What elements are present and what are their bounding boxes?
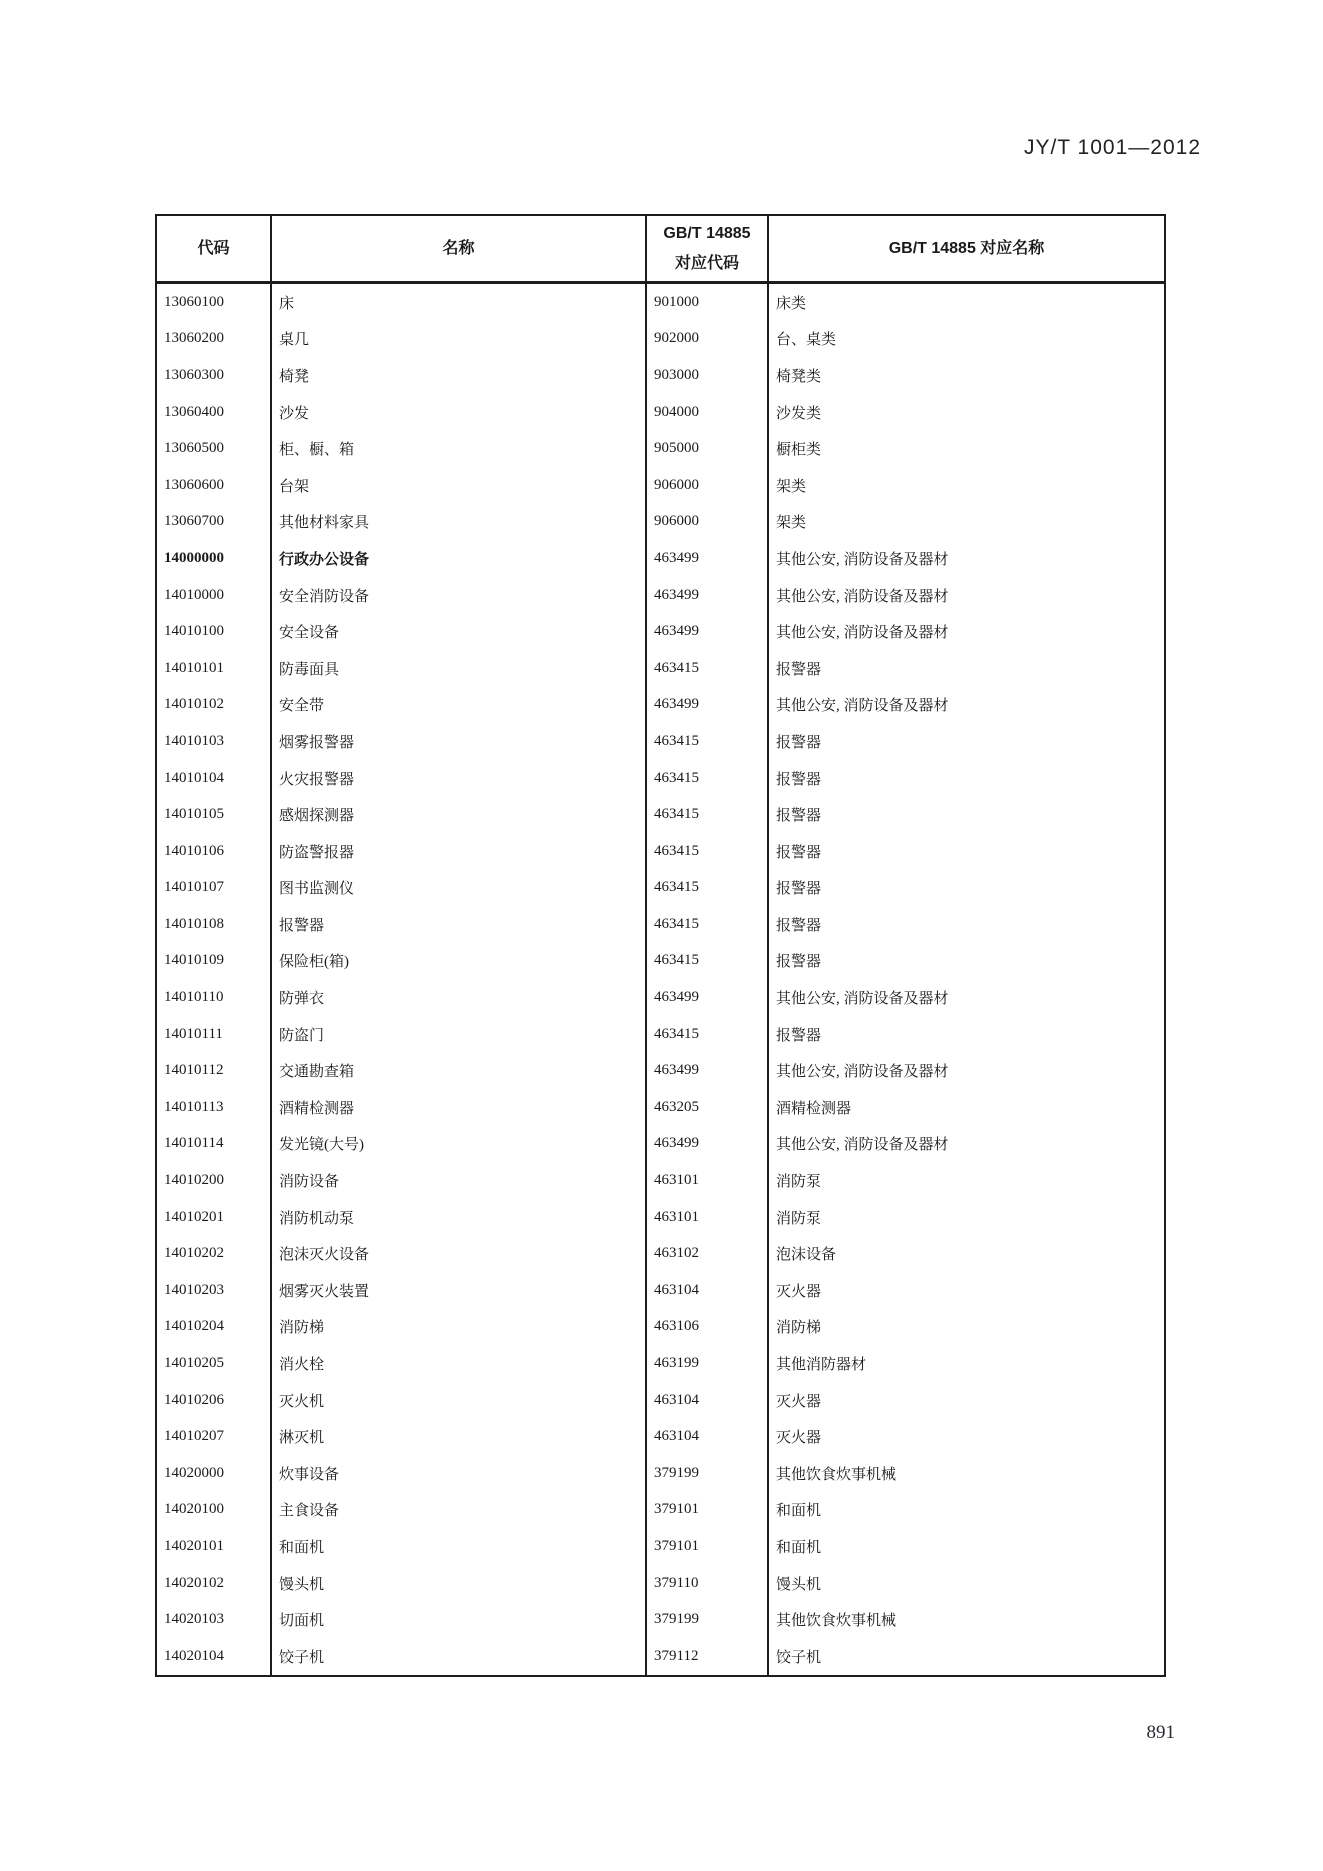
gbt-code-cell: 463415 — [646, 650, 768, 687]
code-cell: 14010103 — [156, 723, 271, 760]
name-cell: 主食设备 — [271, 1492, 646, 1529]
gbt-code-cell: 901000 — [646, 283, 768, 321]
code-cell: 14010102 — [156, 687, 271, 724]
gbt-name-cell: 酒精检测器 — [768, 1089, 1165, 1126]
gbt-name-cell: 橱柜类 — [768, 430, 1165, 467]
table-row — [156, 723, 1165, 760]
table-row — [156, 1382, 1165, 1419]
gbt-code-cell: 463106 — [646, 1309, 768, 1346]
name-cell: 安全消防设备 — [271, 577, 646, 614]
code-cell: 13060400 — [156, 394, 271, 431]
gbt-name-cell: 其他饮食炊事机械 — [768, 1601, 1165, 1638]
table-body — [156, 283, 1165, 1676]
table-row — [156, 979, 1165, 1016]
table-row — [156, 870, 1165, 907]
gbt-name-cell: 其他公安, 消防设备及器材 — [768, 613, 1165, 650]
table-header-row — [156, 215, 1165, 283]
table-row — [156, 467, 1165, 504]
code-cell: 14010000 — [156, 577, 271, 614]
gbt-code-cell: 463104 — [646, 1418, 768, 1455]
code-cell: 14010112 — [156, 1052, 271, 1089]
gbt-code-cell: 379101 — [646, 1528, 768, 1565]
table-row — [156, 1089, 1165, 1126]
table-row — [156, 1309, 1165, 1346]
gbt-code-cell: 463499 — [646, 613, 768, 650]
gbt-code-cell: 463499 — [646, 1052, 768, 1089]
name-cell: 火灾报警器 — [271, 760, 646, 797]
code-mapping-table — [155, 214, 1166, 1677]
table-row — [156, 1052, 1165, 1089]
name-cell: 床 — [271, 283, 646, 321]
table-row — [156, 1016, 1165, 1053]
code-cell: 14020101 — [156, 1528, 271, 1565]
table-row — [156, 833, 1165, 870]
table-row — [156, 577, 1165, 614]
gbt-code-cell: 463415 — [646, 760, 768, 797]
name-cell: 台架 — [271, 467, 646, 504]
name-cell: 饺子机 — [271, 1638, 646, 1676]
gbt-code-cell: 903000 — [646, 357, 768, 394]
code-cell: 14010204 — [156, 1309, 271, 1346]
table-row — [156, 1601, 1165, 1638]
name-cell: 图书监测仪 — [271, 870, 646, 907]
gbt-name-cell: 其他公安, 消防设备及器材 — [768, 979, 1165, 1016]
code-cell: 13060300 — [156, 357, 271, 394]
gbt-name-cell: 床类 — [768, 283, 1165, 321]
name-cell: 安全带 — [271, 687, 646, 724]
gbt-code-cell: 906000 — [646, 504, 768, 541]
name-cell: 消防机动泵 — [271, 1199, 646, 1236]
table-row — [156, 650, 1165, 687]
column-header-name: 名称 — [271, 215, 646, 283]
gbt-name-cell: 其他饮食炊事机械 — [768, 1455, 1165, 1492]
name-cell: 烟雾报警器 — [271, 723, 646, 760]
code-cell: 13060700 — [156, 504, 271, 541]
name-cell: 发光镜(大号) — [271, 1126, 646, 1163]
code-cell: 14020103 — [156, 1601, 271, 1638]
gbt-code-cell: 379110 — [646, 1565, 768, 1602]
gbt-name-cell: 灭火器 — [768, 1418, 1165, 1455]
gbt-name-cell: 灭火器 — [768, 1272, 1165, 1309]
name-cell: 行政办公设备 — [271, 540, 646, 577]
gbt-code-cell: 463415 — [646, 1016, 768, 1053]
gbt-name-cell: 饺子机 — [768, 1638, 1165, 1676]
table-row — [156, 796, 1165, 833]
gbt-name-cell: 灭火器 — [768, 1382, 1165, 1419]
gbt-code-cell: 379199 — [646, 1601, 768, 1638]
code-cell: 14010114 — [156, 1126, 271, 1163]
gbt-code-cell: 463499 — [646, 979, 768, 1016]
code-cell: 14010100 — [156, 613, 271, 650]
gbt-name-cell: 泡沫设备 — [768, 1235, 1165, 1272]
code-cell: 14010203 — [156, 1272, 271, 1309]
gbt-name-cell: 报警器 — [768, 870, 1165, 907]
name-cell: 消防梯 — [271, 1309, 646, 1346]
gbt-name-cell: 其他公安, 消防设备及器材 — [768, 1126, 1165, 1163]
name-cell: 馒头机 — [271, 1565, 646, 1602]
gbt-code-cell: 463415 — [646, 870, 768, 907]
gbt-code-cell: 463499 — [646, 1126, 768, 1163]
table-row — [156, 430, 1165, 467]
table-row — [156, 687, 1165, 724]
gbt-name-cell: 架类 — [768, 467, 1165, 504]
name-cell: 柜、橱、箱 — [271, 430, 646, 467]
gbt-code-cell: 463499 — [646, 577, 768, 614]
code-cell: 14010104 — [156, 760, 271, 797]
table-row — [156, 760, 1165, 797]
gbt-code-cell: 463415 — [646, 833, 768, 870]
gbt-code-cell: 463415 — [646, 796, 768, 833]
gbt-code-cell: 379101 — [646, 1492, 768, 1529]
name-cell: 炊事设备 — [271, 1455, 646, 1492]
code-cell: 14010106 — [156, 833, 271, 870]
gbt-name-cell: 报警器 — [768, 760, 1165, 797]
code-cell: 14010201 — [156, 1199, 271, 1236]
code-cell: 14010113 — [156, 1089, 271, 1126]
gbt-name-cell: 报警器 — [768, 650, 1165, 687]
gbt-name-cell: 沙发类 — [768, 394, 1165, 431]
name-cell: 淋灭机 — [271, 1418, 646, 1455]
gbt-name-cell: 台、桌类 — [768, 321, 1165, 358]
code-cell: 13060600 — [156, 467, 271, 504]
code-cell: 14020000 — [156, 1455, 271, 1492]
column-header-gbt-code-line2: 对应代码 — [674, 254, 739, 272]
gbt-name-cell: 其他公安, 消防设备及器材 — [768, 1052, 1165, 1089]
name-cell: 保险柜(箱) — [271, 943, 646, 980]
document-standard-code: JY/T 1001—2012 — [1023, 136, 1201, 159]
name-cell: 防毒面具 — [271, 650, 646, 687]
gbt-code-cell: 463104 — [646, 1272, 768, 1309]
gbt-code-cell: 463499 — [646, 540, 768, 577]
table-row — [156, 1235, 1165, 1272]
code-cell: 14010107 — [156, 870, 271, 907]
table-row — [156, 504, 1165, 541]
name-cell: 和面机 — [271, 1528, 646, 1565]
code-cell: 14010200 — [156, 1162, 271, 1199]
column-header-gbt-name: GB/T 14885 对应名称 — [768, 215, 1165, 283]
gbt-code-cell: 463205 — [646, 1089, 768, 1126]
table-row — [156, 321, 1165, 358]
table-row — [156, 1455, 1165, 1492]
code-cell: 14010105 — [156, 796, 271, 833]
name-cell: 防盗警报器 — [271, 833, 646, 870]
gbt-name-cell: 消防泵 — [768, 1199, 1165, 1236]
gbt-name-cell: 报警器 — [768, 943, 1165, 980]
gbt-name-cell: 馒头机 — [768, 1565, 1165, 1602]
name-cell: 感烟探测器 — [271, 796, 646, 833]
gbt-code-cell: 906000 — [646, 467, 768, 504]
gbt-code-cell: 463101 — [646, 1199, 768, 1236]
gbt-code-cell: 904000 — [646, 394, 768, 431]
code-cell: 14010109 — [156, 943, 271, 980]
name-cell: 椅凳 — [271, 357, 646, 394]
table-row — [156, 357, 1165, 394]
name-cell: 灭火机 — [271, 1382, 646, 1419]
gbt-code-cell: 902000 — [646, 321, 768, 358]
table-row — [156, 1199, 1165, 1236]
name-cell: 防弹衣 — [271, 979, 646, 1016]
gbt-name-cell: 架类 — [768, 504, 1165, 541]
name-cell: 泡沫灭火设备 — [271, 1235, 646, 1272]
code-cell: 14010207 — [156, 1418, 271, 1455]
gbt-code-cell: 463199 — [646, 1345, 768, 1382]
table-row — [156, 1162, 1165, 1199]
gbt-code-cell: 463415 — [646, 943, 768, 980]
gbt-name-cell: 报警器 — [768, 833, 1165, 870]
name-cell: 消火栓 — [271, 1345, 646, 1382]
table-row — [156, 394, 1165, 431]
column-header-gbt-code-line1: GB/T 14885 — [663, 224, 751, 242]
gbt-name-cell: 其他公安, 消防设备及器材 — [768, 577, 1165, 614]
gbt-code-cell: 379112 — [646, 1638, 768, 1676]
code-cell: 14010111 — [156, 1016, 271, 1053]
code-cell: 14020104 — [156, 1638, 271, 1676]
gbt-name-cell: 椅凳类 — [768, 357, 1165, 394]
gbt-code-cell: 905000 — [646, 430, 768, 467]
gbt-name-cell: 消防泵 — [768, 1162, 1165, 1199]
name-cell: 消防设备 — [271, 1162, 646, 1199]
gbt-name-cell: 报警器 — [768, 723, 1165, 760]
code-cell: 14020100 — [156, 1492, 271, 1529]
gbt-name-cell: 和面机 — [768, 1492, 1165, 1529]
gbt-code-cell: 463102 — [646, 1235, 768, 1272]
name-cell: 烟雾灭火装置 — [271, 1272, 646, 1309]
gbt-name-cell: 报警器 — [768, 1016, 1165, 1053]
name-cell: 防盗门 — [271, 1016, 646, 1053]
code-cell: 13060100 — [156, 283, 271, 321]
name-cell: 其他材料家具 — [271, 504, 646, 541]
name-cell: 报警器 — [271, 906, 646, 943]
table-row — [156, 1345, 1165, 1382]
gbt-name-cell: 其他消防器材 — [768, 1345, 1165, 1382]
table-row — [156, 1528, 1165, 1565]
name-cell: 安全设备 — [271, 613, 646, 650]
name-cell: 交通勘查箱 — [271, 1052, 646, 1089]
gbt-name-cell: 其他公安, 消防设备及器材 — [768, 540, 1165, 577]
table-row — [156, 1638, 1165, 1676]
column-header-code: 代码 — [156, 215, 271, 283]
table-row — [156, 613, 1165, 650]
name-cell: 切面机 — [271, 1601, 646, 1638]
name-cell: 酒精检测器 — [271, 1089, 646, 1126]
table-row — [156, 1272, 1165, 1309]
table-row — [156, 1492, 1165, 1529]
code-cell: 14010101 — [156, 650, 271, 687]
gbt-code-cell: 463415 — [646, 723, 768, 760]
page-number: 891 — [1146, 1722, 1175, 1743]
code-cell: 14010202 — [156, 1235, 271, 1272]
table-row — [156, 540, 1165, 577]
gbt-name-cell: 报警器 — [768, 906, 1165, 943]
name-cell: 桌几 — [271, 321, 646, 358]
code-cell: 14010108 — [156, 906, 271, 943]
column-header-gbt-code — [646, 215, 768, 283]
code-cell: 14010205 — [156, 1345, 271, 1382]
code-cell: 13060500 — [156, 430, 271, 467]
code-cell: 14000000 — [156, 540, 271, 577]
table-row — [156, 943, 1165, 980]
table-row — [156, 906, 1165, 943]
table-row — [156, 1565, 1165, 1602]
gbt-code-cell: 463101 — [646, 1162, 768, 1199]
gbt-code-cell: 463104 — [646, 1382, 768, 1419]
gbt-code-cell: 463415 — [646, 906, 768, 943]
code-cell: 13060200 — [156, 321, 271, 358]
gbt-name-cell: 和面机 — [768, 1528, 1165, 1565]
gbt-name-cell: 消防梯 — [768, 1309, 1165, 1346]
gbt-name-cell: 其他公安, 消防设备及器材 — [768, 687, 1165, 724]
table-row — [156, 283, 1165, 321]
table-row — [156, 1126, 1165, 1163]
gbt-name-cell: 报警器 — [768, 796, 1165, 833]
code-cell: 14010206 — [156, 1382, 271, 1419]
gbt-code-cell: 463499 — [646, 687, 768, 724]
table-row — [156, 1418, 1165, 1455]
code-cell: 14010110 — [156, 979, 271, 1016]
gbt-code-cell: 379199 — [646, 1455, 768, 1492]
name-cell: 沙发 — [271, 394, 646, 431]
code-cell: 14020102 — [156, 1565, 271, 1602]
